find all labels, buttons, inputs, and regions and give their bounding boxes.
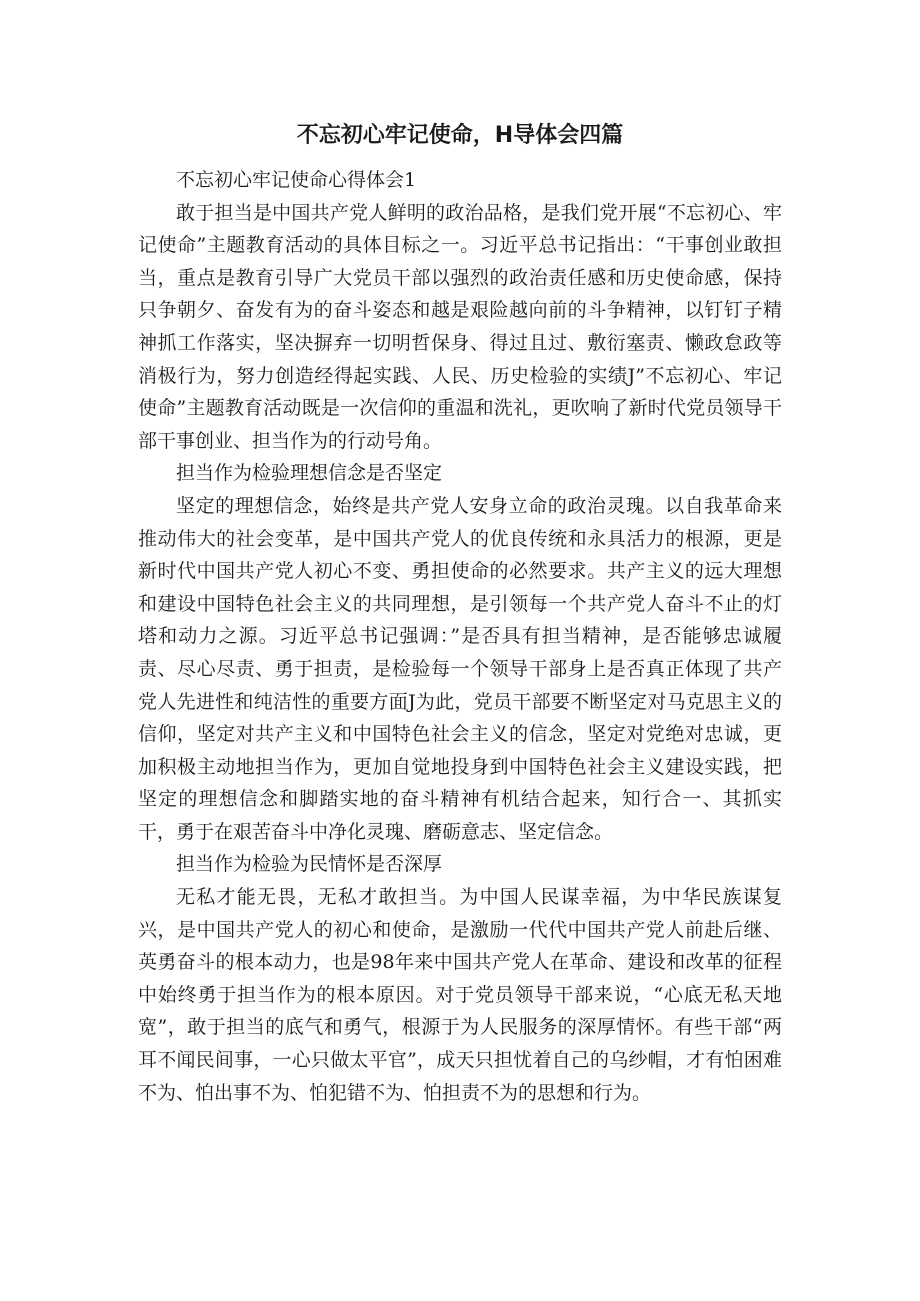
paragraph-2: 坚定的理想信念，始终是共产党人安身立命的政治灵瑰。以自我革命来推动伟大的社会变革，是中国共产党人的优良传统和永具活力的根源，更是新时代中国共产党人初心不变、勇担使命的必然要求。共产主义的远大理想和建设中国特色社会主义的共同理想，是引领每一个共产党人奋斗不止的灯塔和动力之源。习近平总书记强调：”是否具有担当精神，是否能够忠诚履责、尽心尽责、勇于担责，是检验每一个领导干部身上是否真正体现了共产党人先进性和纯洁性的重要方面J为此，党员干部要不断坚定对马克思主义的信仰，坚定对共产主义和中国特色社会主义的信念，坚定对党绝对忠诚，更加积极主动地担当作为，更加自觉地投身到中国特色社会主义建设实践，把坚定的理想信念和脚踏实地的奋斗精神有机结合起来，知行合一、其抓实干，勇于在艰苦奋斗中净化灵瑰、磨砺意志、坚定信念。 <box>138 494 782 843</box>
section-heading-2: 担当作为检验理想信念是否坚定 <box>176 462 443 485</box>
section-heading-3: 担当作为检验为民情怀是否深厚 <box>176 853 443 876</box>
paragraph-3: 无私才能无畏，无私才敢担当。为中国人民谋幸福，为中华民族谋复兴，是中国共产党人的初心和使命，是激励一代代中国共产党人前赴后继、英勇奋斗的根本动力，也是98年来中国共产党人在革命、建设和改革的征程中始终勇于担当作为的根本原因。对于党员领导干部来说，“心底无私天地宽”，敢于担当的底气和勇气，根源于为人民服务的深厚情怀。有些干部“两耳不闻民间事，一心只做太平官”，成天只担忧着自己的乌纱帽，才有怕困难不为、怕出事不为、怕犯错不为、怕担责不为的思想和行为。 <box>138 886 782 1104</box>
section-heading-1: 不忘初心牢记使命心得体会1 <box>176 169 417 191</box>
document-title: 不忘初心牢记使命，H导体会四篇 <box>296 123 624 148</box>
document-body <box>138 164 782 1109</box>
paragraph-1: 敢于担当是中国共产党人鲜明的政治品格，是我们党开展“不忘初心、牢记使命”主题教育活动的具体目标之一。习近平总书记指出：“干事创业敢担当，重点是教育引导广大党员干部以强烈的政治责任感和历史使命感，保持只争朝夕、奋发有为的奋斗姿态和越是艰险越向前的斗争精神，以钉钉子精神抓工作落实，坚决摒弃一切明哲保身、得过且过、敷衍塞责、懒政怠政等消极行为，努力创造经得起实践、人民、历史检验的实绩J”不忘初心、牢记使命”主题教育活动既是一次信仰的重温和洗礼，更吹响了新时代党员领导干部干事创业、担当作为的行动号角。 <box>138 201 782 452</box>
